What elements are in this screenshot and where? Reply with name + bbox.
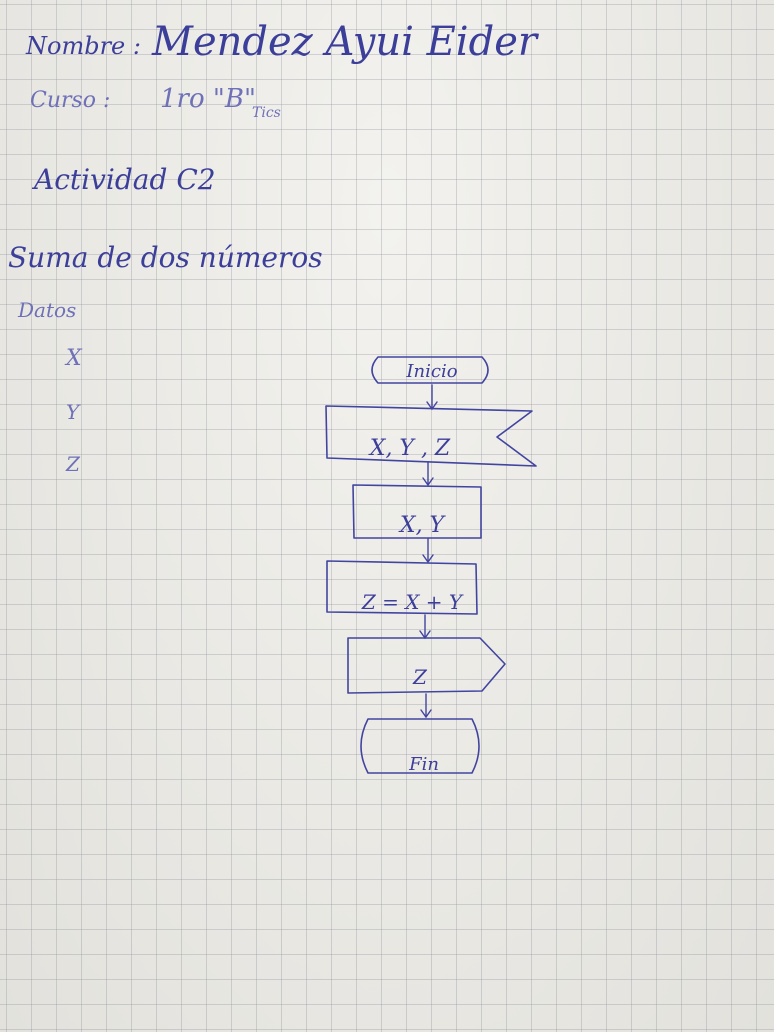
name-label: Nombre : [26, 32, 141, 60]
name-value: Mendez Ayui Eider [152, 19, 537, 65]
course-value: 1ro "B" [160, 84, 256, 114]
datos-item-y: Y [66, 400, 80, 424]
end-label: Fin [409, 754, 439, 775]
page-title: Suma de dos números [8, 241, 323, 274]
course-label: Curso : [30, 88, 111, 113]
input-label: X, Y [399, 513, 445, 538]
datos-item-x: X [66, 346, 82, 371]
process-label: Z = X + Y [361, 590, 463, 614]
output-label: Z [413, 665, 427, 689]
activity-label: Actividad C2 [34, 163, 216, 196]
start-label: Inicio [406, 361, 458, 382]
declare-label: X, Y , Z [369, 436, 451, 461]
datos-item-z: Z [66, 452, 80, 476]
datos-label: Datos [18, 298, 77, 322]
course-extra: Tics [252, 105, 281, 121]
